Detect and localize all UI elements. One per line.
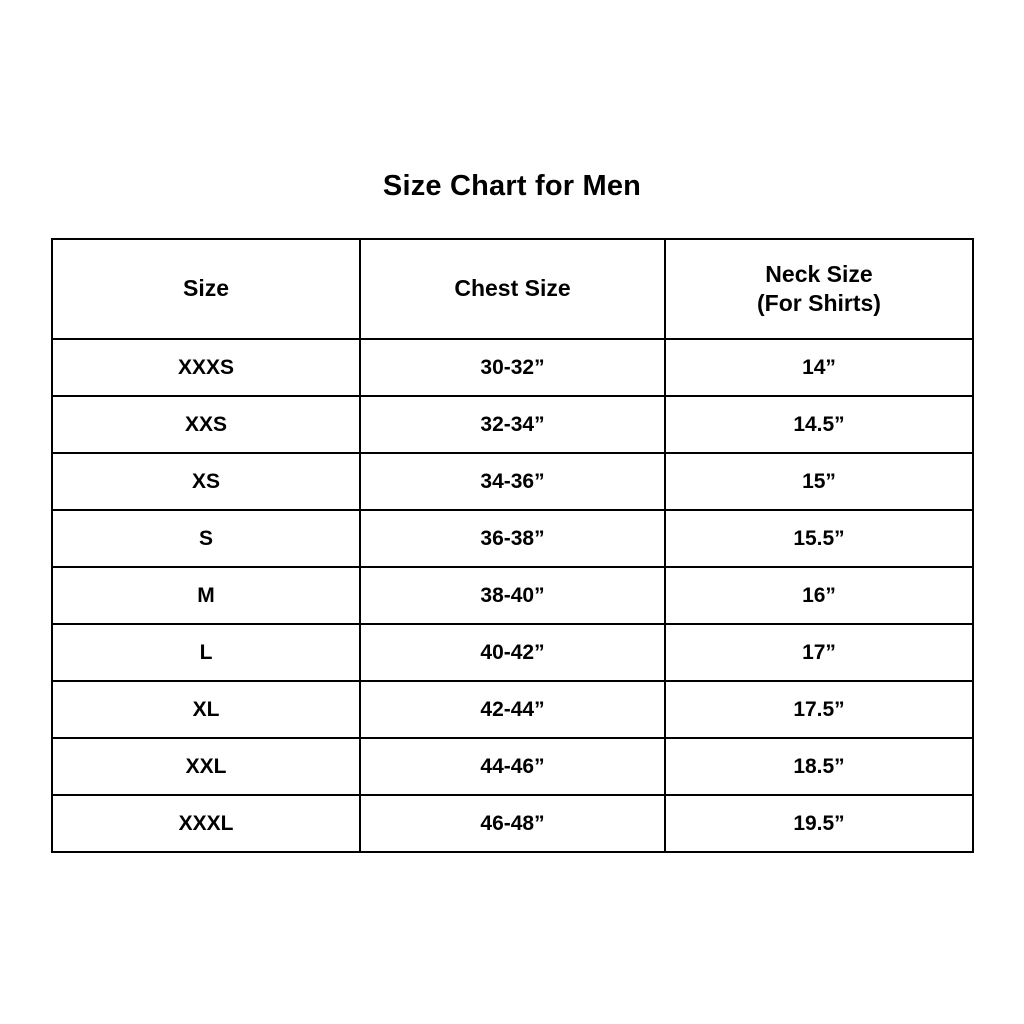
cell-size: XXXL	[52, 795, 360, 852]
cell-chest: 30-32”	[360, 339, 665, 396]
cell-neck: 19.5”	[665, 795, 973, 852]
cell-size: XS	[52, 453, 360, 510]
cell-neck: 17.5”	[665, 681, 973, 738]
table-row	[52, 795, 973, 852]
cell-chest: 46-48”	[360, 795, 665, 852]
table-body	[52, 339, 973, 852]
cell-chest: 38-40”	[360, 567, 665, 624]
cell-chest: 34-36”	[360, 453, 665, 510]
cell-neck: 14.5”	[665, 396, 973, 453]
cell-size: L	[52, 624, 360, 681]
table-row	[52, 681, 973, 738]
cell-chest: 32-34”	[360, 396, 665, 453]
cell-chest: 44-46”	[360, 738, 665, 795]
cell-size: XXXS	[52, 339, 360, 396]
table-row	[52, 567, 973, 624]
table-row	[52, 624, 973, 681]
cell-chest: 40-42”	[360, 624, 665, 681]
table-row	[52, 453, 973, 510]
table-row	[52, 510, 973, 567]
table-row	[52, 738, 973, 795]
cell-size: S	[52, 510, 360, 567]
table-header	[52, 239, 973, 339]
cell-neck: 18.5”	[665, 738, 973, 795]
cell-neck: 14”	[665, 339, 973, 396]
cell-size: XXS	[52, 396, 360, 453]
column-header-chest-label: Chest Size	[454, 275, 571, 302]
cell-neck: 15.5”	[665, 510, 973, 567]
size-table	[51, 238, 974, 853]
cell-size: XXL	[52, 738, 360, 795]
size-table-container	[51, 238, 972, 853]
table-header-row	[52, 239, 973, 339]
table-row	[52, 396, 973, 453]
column-header-size-label: Size	[182, 275, 230, 302]
column-header-chest	[360, 239, 665, 339]
column-header-neck-sublabel: (For Shirts)	[757, 290, 881, 316]
cell-neck: 16”	[665, 567, 973, 624]
cell-neck: 15”	[665, 453, 973, 510]
page-title: Size Chart for Men	[382, 170, 642, 202]
column-header-neck-label: Neck Size	[765, 260, 873, 287]
cell-size: XL	[52, 681, 360, 738]
column-header-size	[52, 239, 360, 339]
cell-chest: 42-44”	[360, 681, 665, 738]
cell-size: M	[52, 567, 360, 624]
table-row	[52, 339, 973, 396]
column-header-neck	[665, 239, 973, 339]
cell-chest: 36-38”	[360, 510, 665, 567]
cell-neck: 17”	[665, 624, 973, 681]
